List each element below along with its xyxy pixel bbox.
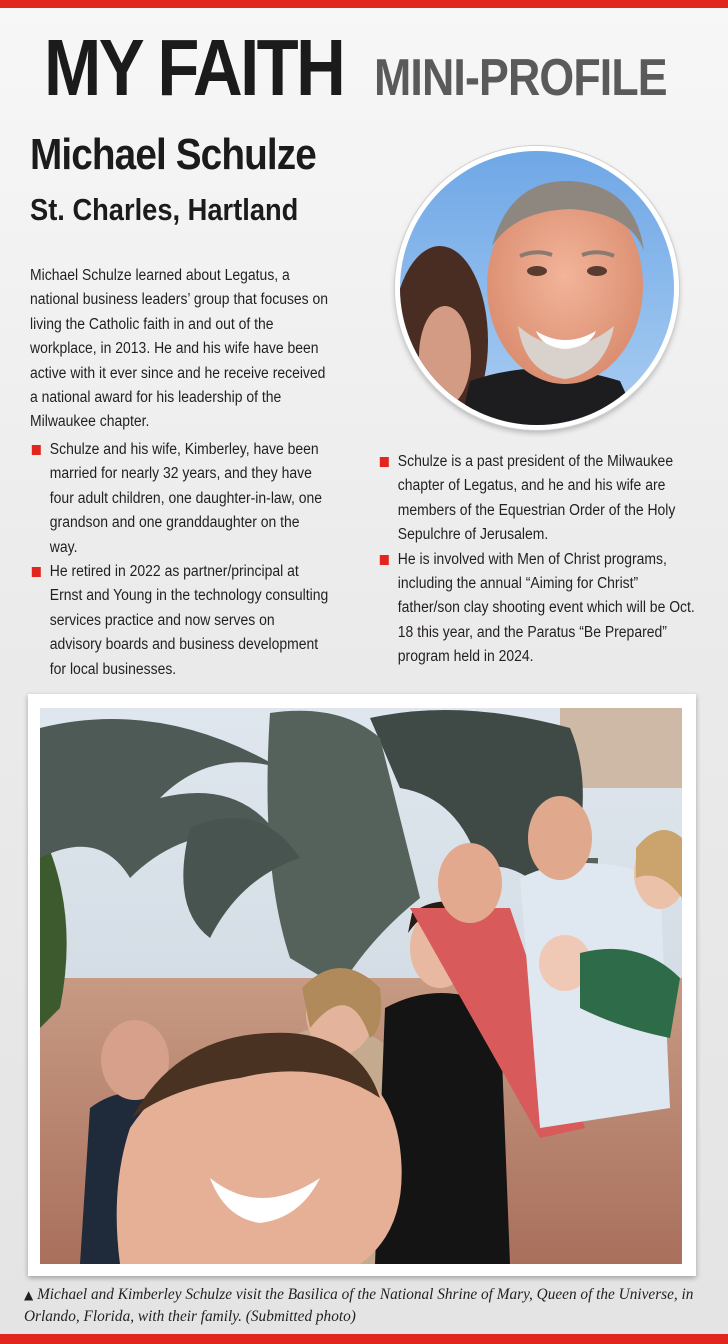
red-square-bullet-icon — [380, 555, 389, 565]
bullet-item — [378, 548, 699, 670]
profile-parish: St. Charles, Hartland — [30, 192, 299, 227]
profile-name: Michael Schulze — [30, 130, 316, 179]
masthead — [44, 22, 704, 114]
group-photo — [40, 708, 682, 1264]
bullet-item — [378, 450, 699, 548]
top-accent-bar — [0, 0, 728, 8]
red-square-bullet-icon — [380, 457, 389, 467]
portrait-photo — [395, 146, 679, 430]
bullet-list-right — [378, 450, 699, 670]
bullet-text: Schulze and his wife, Kimberley, have been married for nearly 32 years, and they have four adult children, one daughter-in-law, one grandson and one granddaughter on the way. — [49, 441, 323, 556]
red-square-bullet-icon — [32, 445, 41, 455]
portrait-image — [400, 151, 674, 425]
bullet-item — [30, 560, 330, 682]
masthead-title: MY FAITH — [44, 23, 344, 112]
intro-paragraph: Michael Schulze learned about Legatus, a national business leaders’ group that focuses on living the Catholic faith in and out of the workplace, in 2013. He and his wife have been active with it ever since and he receive received a national award for his leadership of the Milwaukee chapter. — [30, 267, 329, 431]
masthead-subtitle: MINI-PROFILE — [374, 49, 667, 107]
photo-caption-text: Michael and Kimberley Schulze visit the Basilica of the National Shrine of Mary, Queen of the Universe, in Orlando, Florida, with their family. (Submitted photo) — [24, 1286, 694, 1325]
bullet-text: Schulze is a past president of the Milwaukee chapter of Legatus, and he and his wife are members of the Equestrian Order of the Holy Sepulchre of Jerusalem. — [397, 453, 676, 544]
group-photo-image — [40, 708, 682, 1264]
bottom-accent-bar — [0, 1334, 728, 1344]
red-square-bullet-icon — [32, 567, 41, 577]
bullet-item — [30, 438, 330, 560]
bullet-text: He retired in 2022 as partner/principal at Ernst and Young in the technology consulting services practice and now serves on advisory boards and business development for local businesses. — [49, 563, 329, 678]
triangle-up-icon: ▲ — [24, 1288, 34, 1302]
bullet-text: He is involved with Men of Christ programs, including the annual “Aiming for Christ” father/son clay shooting event which will be Oct. 18 this year, and the Paratus “Be Prepared” program held in 2024. — [397, 550, 695, 666]
photo-caption — [24, 1284, 704, 1327]
bullet-list-left — [30, 438, 330, 682]
